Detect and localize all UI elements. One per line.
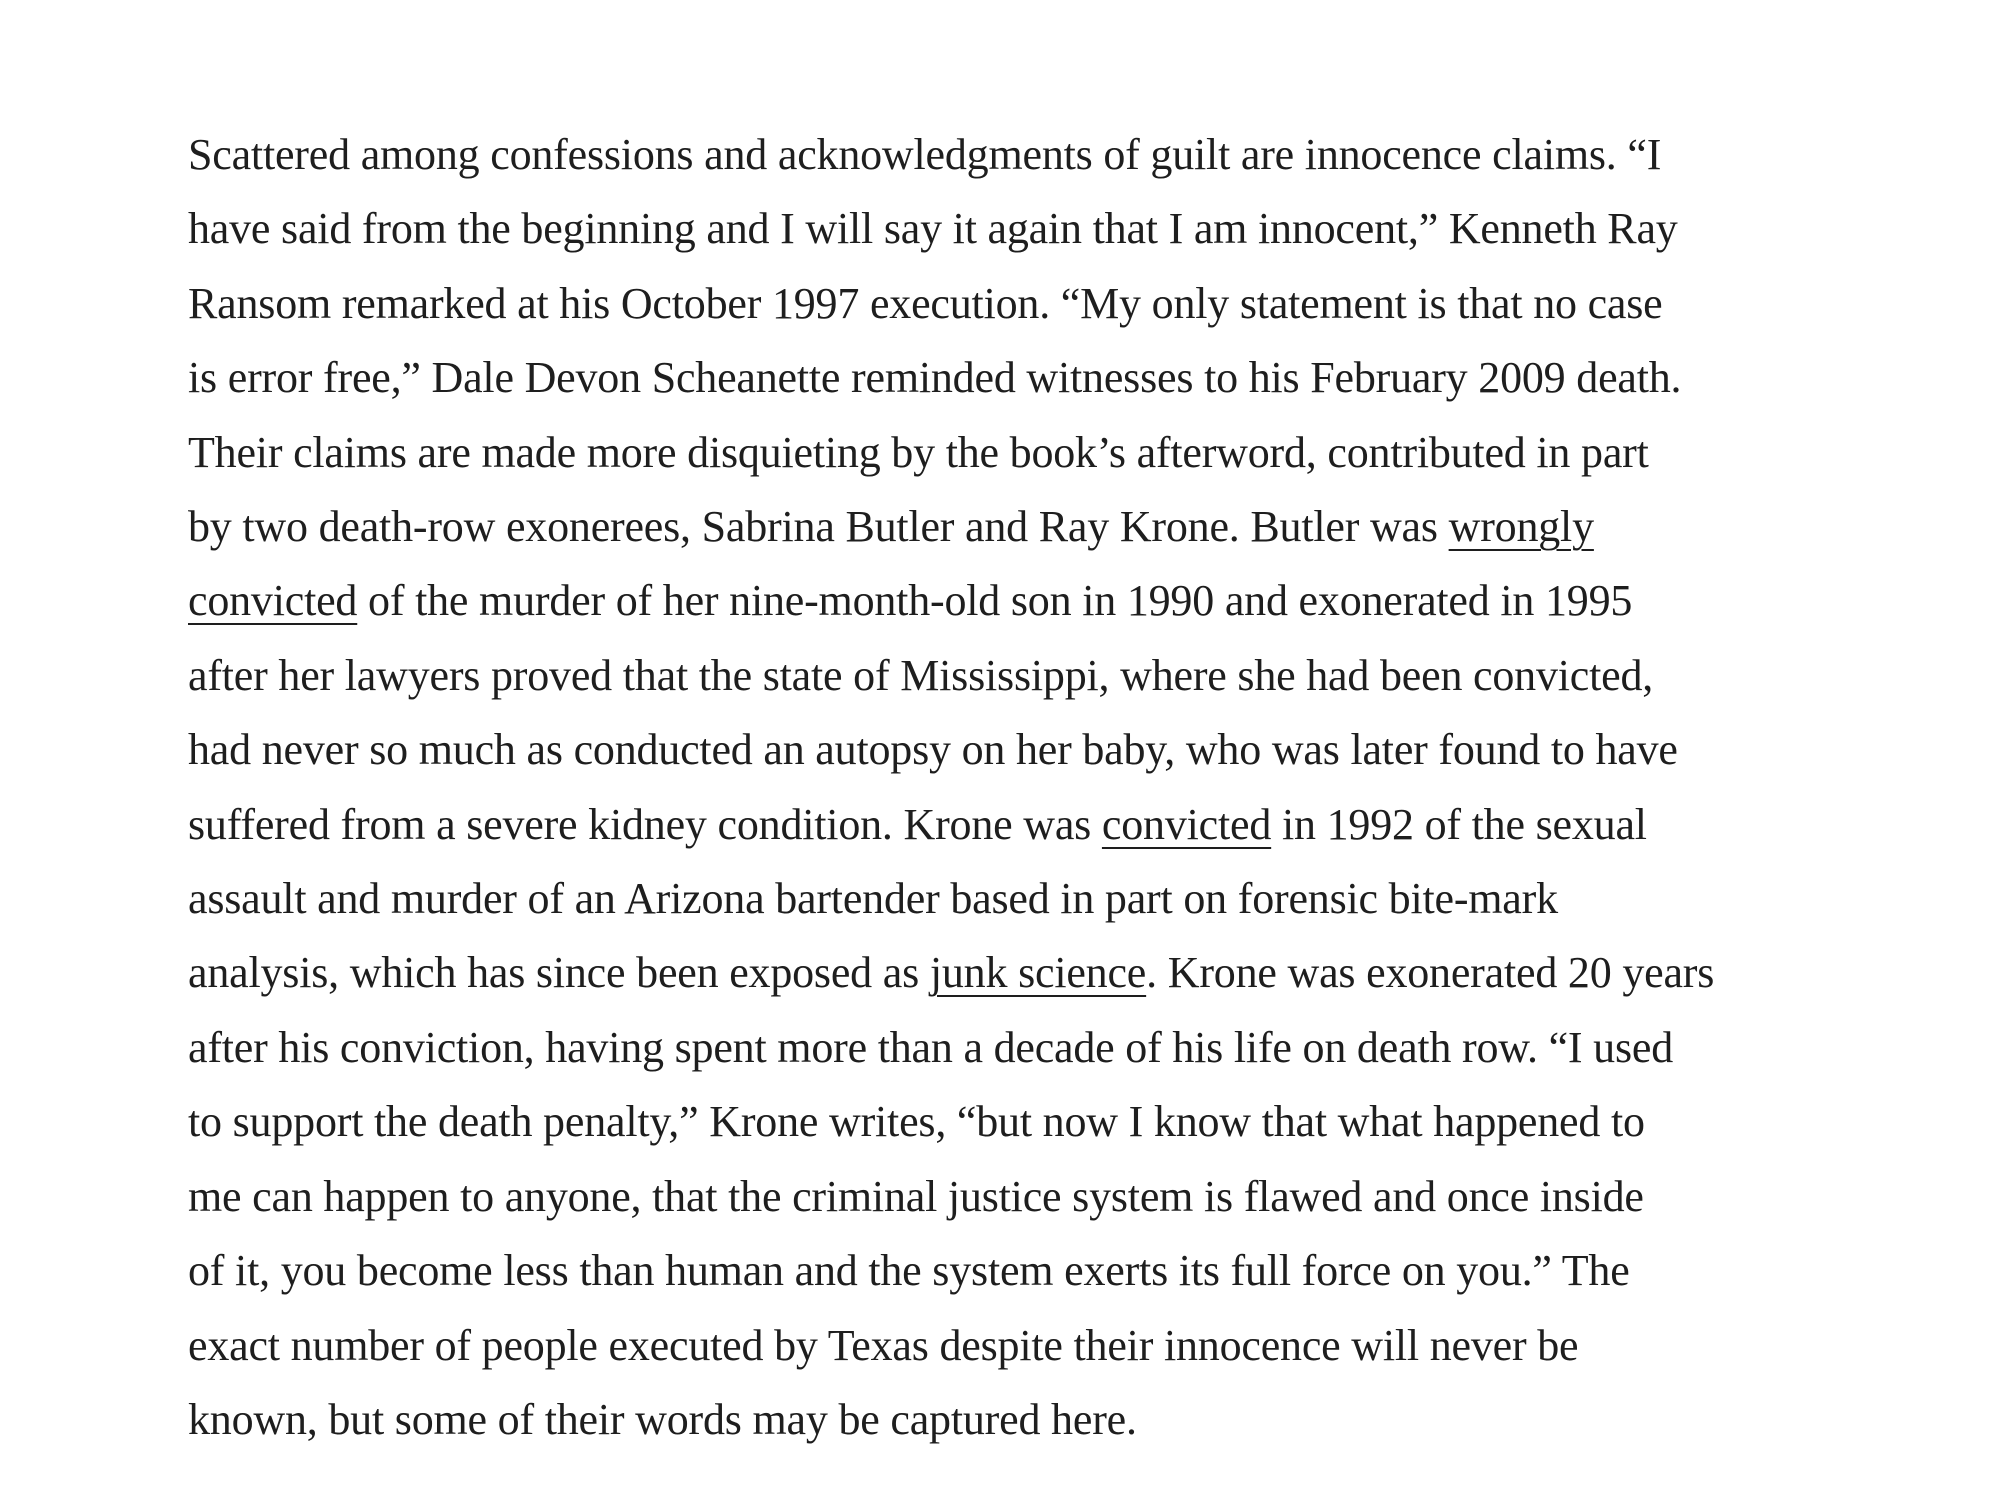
- line-text: analysis, which has since been exposed as: [188, 948, 930, 998]
- paragraph-line: [188, 490, 1838, 564]
- paragraph-line: to support the death penalty,” Krone writes, “but now I know that what happened to: [188, 1097, 1645, 1147]
- line-text: of the murder of her nine-month-old son in 1990 and exonerated in 1995: [357, 576, 1633, 626]
- paragraph-line: is error free,” Dale Devon Scheanette reminded witnesses to his February 2009 death.: [188, 353, 1682, 403]
- line-text: by two death-row exonerees, Sabrina Butler and Ray Krone. Butler was: [188, 502, 1449, 552]
- paragraph-line: had never so much as conducted an autopsy on her baby, who was later found to have: [188, 725, 1678, 775]
- paragraph-line: me can happen to anyone, that the criminal justice system is flawed and once inside: [188, 1171, 1644, 1221]
- paragraph-line: [188, 936, 1838, 1010]
- paragraph-line: exact number of people executed by Texas despite their innocence will never be: [188, 1320, 1579, 1370]
- line-text: in 1992 of the sexual: [1271, 799, 1647, 849]
- wrongly-convicted-link[interactable]: wrongly: [1448, 502, 1594, 552]
- paragraph-line: [188, 564, 1838, 638]
- line-text: suffered from a severe kidney condition. Krone was: [188, 799, 1102, 849]
- paragraph-line: [188, 788, 1838, 862]
- paragraph-line: after his conviction, having spent more than a decade of his life on death row. “I used: [188, 1022, 1674, 1072]
- paragraph-line: Their claims are made more disquieting by the book’s afterword, contributed in part: [188, 427, 1649, 477]
- wrongly-convicted-link-continued[interactable]: convicted: [188, 576, 358, 626]
- junk-science-link[interactable]: junk science: [929, 948, 1147, 998]
- paragraph-line: Ransom remarked at his October 1997 execution. “My only statement is that no case: [188, 278, 1663, 328]
- paragraph-line: have said from the beginning and I will say it again that I am innocent,” Kenneth Ray: [188, 204, 1678, 254]
- paragraph-line: known, but some of their words may be captured here.: [188, 1394, 1137, 1444]
- convicted-link[interactable]: convicted: [1101, 799, 1272, 849]
- paragraph-line: Scattered among confessions and acknowledgments of guilt are innocence claims. “I: [188, 130, 1662, 179]
- line-text: . Krone was exonerated 20 years: [1146, 948, 1715, 998]
- paragraph-line: after her lawyers proved that the state of Mississippi, where she had been convicted,: [188, 650, 1654, 700]
- body-paragraph: [188, 118, 1838, 1457]
- paragraph-line: assault and murder of an Arizona bartender based in part on forensic bite-mark: [188, 874, 1558, 924]
- paragraph-line: of it, you become less than human and the system exerts its full force on you.” The: [188, 1246, 1630, 1296]
